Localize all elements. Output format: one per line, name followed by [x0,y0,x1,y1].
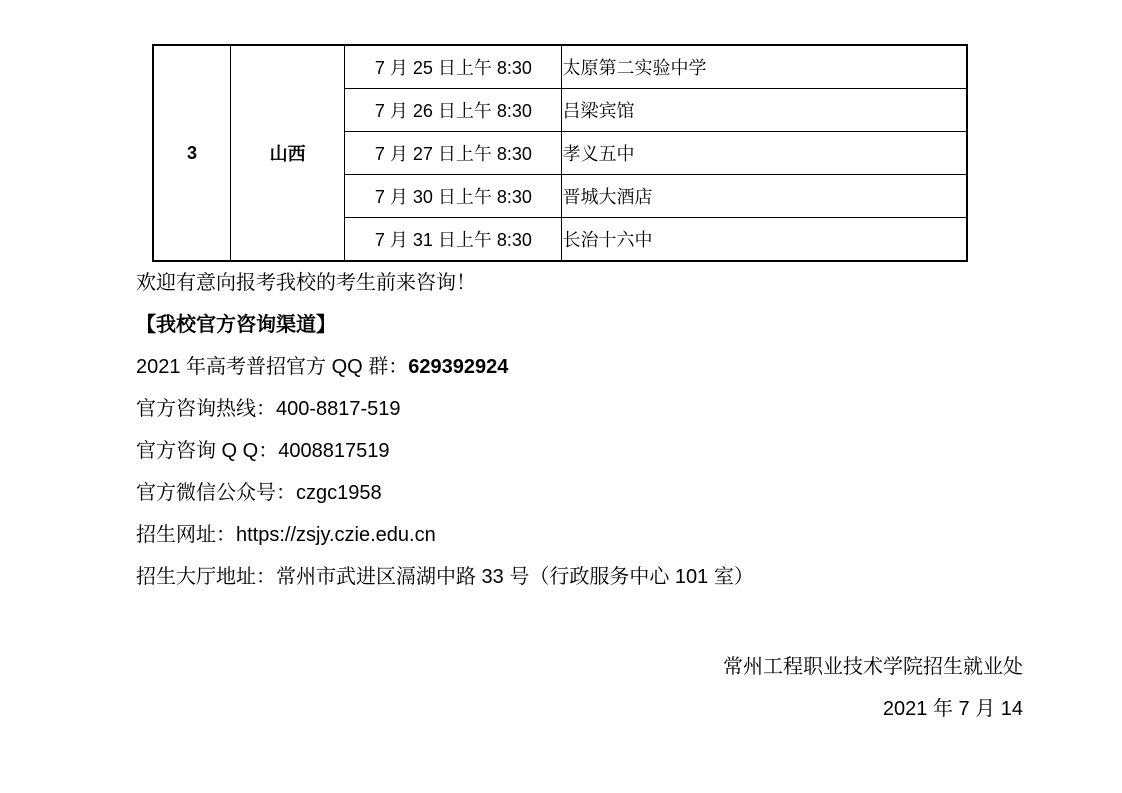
welcome-text: 欢迎有意向报考我校的考生前来咨询！ [136,272,476,294]
website-line: 招生网址：https://zsjy.czie.edu.cn [136,524,436,546]
row-number-cell: 3 [153,45,231,261]
session-date-cell: 7 月 27 日上午 8:30 [345,132,562,175]
signature-block [0,646,1122,730]
consultation-schedule-table [152,44,968,262]
wechat-line: 官方微信公众号：czgc1958 [136,482,382,504]
channels-heading: 【我校官方咨询渠道】 [136,314,336,336]
body-content [136,262,1122,598]
qq-service-line: 官方咨询 Q Q：4008817519 [136,440,390,462]
session-venue-cell: 长治十六中 [562,218,967,262]
session-venue-cell: 孝义五中 [562,132,967,175]
session-venue-cell: 晋城大酒店 [562,175,967,218]
session-date-cell: 7 月 26 日上午 8:30 [345,89,562,132]
session-date-cell: 7 月 30 日上午 8:30 [345,175,562,218]
signature-date: 2021 年 7 月 14 [882,698,1023,720]
session-venue-cell: 吕梁宾馆 [562,89,967,132]
qq-group-label: 2021 年高考普招官方 QQ 群： [136,356,409,378]
address-line: 招生大厅地址：常州市武进区滆湖中路 33 号（行政服务中心 101 室） [136,566,754,588]
signature-org: 常州工程职业技术学院招生就业处 [723,656,1023,678]
qq-group-line [136,346,1122,388]
table-row [153,45,967,89]
session-venue-cell: 太原第二实验中学 [562,45,967,89]
session-date-cell: 7 月 31 日上午 8:30 [345,218,562,262]
province-cell: 山西 [231,45,345,261]
qq-group-number: 629392924 [408,356,509,378]
session-date-cell: 7 月 25 日上午 8:30 [345,45,562,89]
hotline-line: 官方咨询热线：400-8817-519 [136,398,401,420]
